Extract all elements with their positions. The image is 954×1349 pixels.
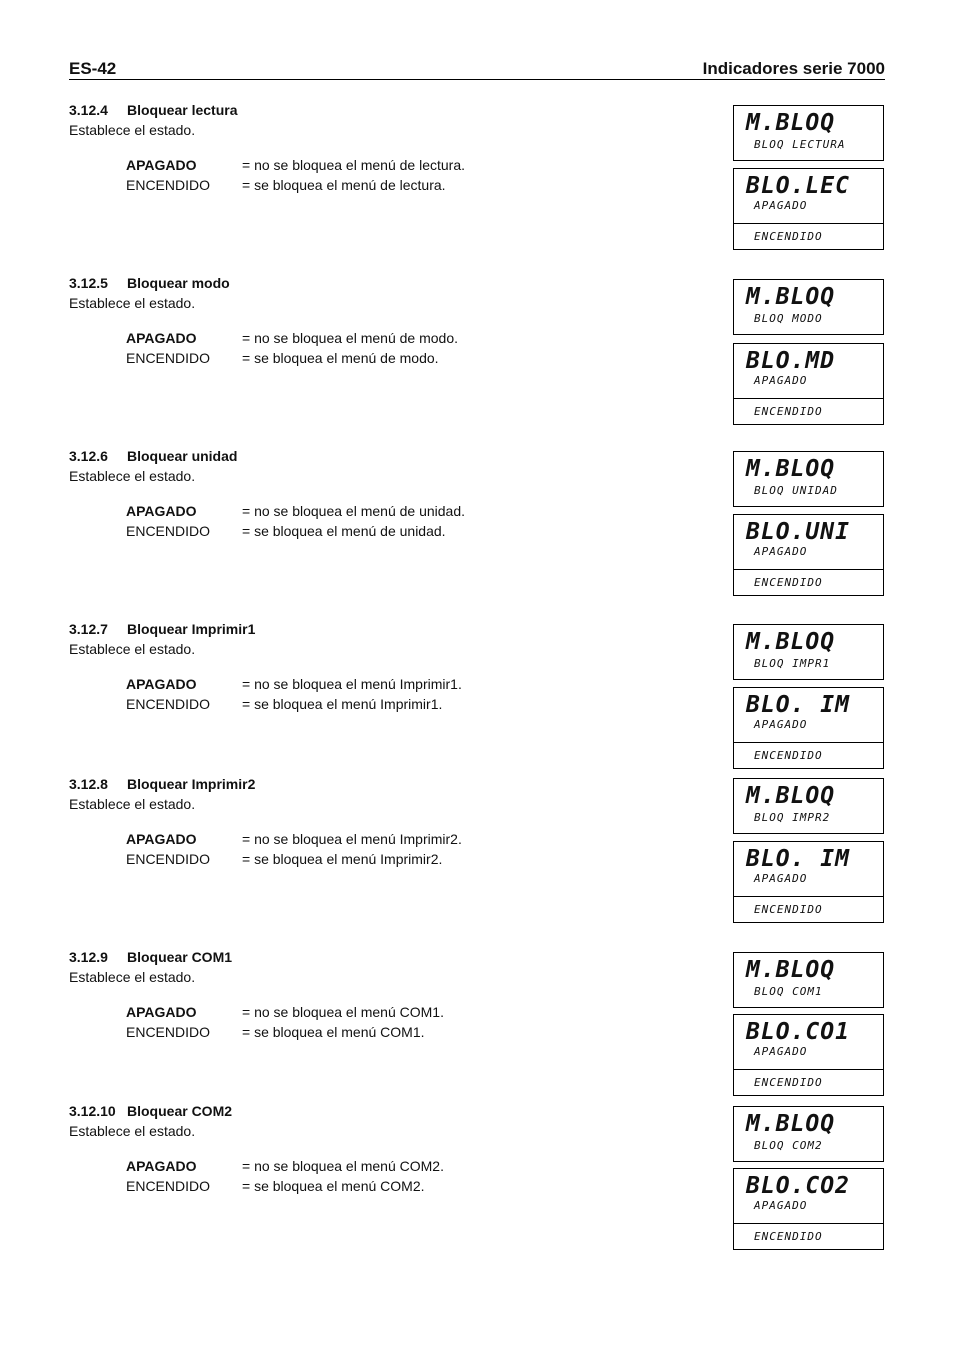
option-off: APAGADO = no se bloquea el menú Imprimir2. xyxy=(126,831,462,847)
option-off: APAGADO = no se bloquea el menú de unidad. xyxy=(126,503,466,519)
section-description: Establece el estado. xyxy=(69,969,196,985)
section-lock-reading xyxy=(69,102,709,197)
section-lock-mode xyxy=(69,275,709,370)
lcd-menu-display: M.BLOQ BLOQ COM1 xyxy=(733,952,884,1008)
section-lock-print2 xyxy=(69,776,709,871)
page-header xyxy=(69,58,885,80)
option-on: ENCENDIDO = se bloquea el menú Imprimir1. xyxy=(126,696,443,712)
lcd-option-display: BLO.CO1 APAGADO ENCENDIDO xyxy=(733,1014,884,1096)
lcd-menu-display: M.BLOQ BLOQ COM2 xyxy=(733,1106,884,1162)
lcd-menu-display: M.BLOQ BLOQ MODO xyxy=(733,279,884,335)
section-heading: 3.12.8 Bloquear Imprimir2 xyxy=(69,776,256,792)
section-lock-print1 xyxy=(69,621,709,716)
lcd-option-display: BLO.UNI APAGADO ENCENDIDO xyxy=(733,514,884,596)
option-on: ENCENDIDO = se bloquea el menú de unidad. xyxy=(126,523,446,539)
option-off: APAGADO = no se bloquea el menú COM2. xyxy=(126,1158,444,1174)
document-title: Indicadores serie 7000 xyxy=(702,59,885,78)
page-number: ES-42 xyxy=(69,59,117,78)
section-lock-unit xyxy=(69,448,709,543)
section-lock-com1 xyxy=(69,949,709,1044)
option-on: ENCENDIDO = se bloquea el menú Imprimir2. xyxy=(126,851,443,867)
lcd-option-display: BLO.CO2 APAGADO ENCENDIDO xyxy=(733,1168,884,1250)
lcd-menu-display: M.BLOQ BLOQ LECTURA xyxy=(733,105,884,161)
section-description: Establece el estado. xyxy=(69,641,196,657)
lcd-menu-display: M.BLOQ BLOQ IMPR2 xyxy=(733,778,884,834)
option-on: ENCENDIDO = se bloquea el menú COM2. xyxy=(126,1178,425,1194)
option-off: APAGADO = no se bloquea el menú COM1. xyxy=(126,1004,444,1020)
lcd-menu-display: M.BLOQ BLOQ UNIDAD xyxy=(733,451,884,507)
section-description: Establece el estado. xyxy=(69,295,196,311)
option-off: APAGADO = no se bloquea el menú Imprimir1. xyxy=(126,676,462,692)
section-heading: 3.12.6 Bloquear unidad xyxy=(69,448,238,464)
section-description: Establece el estado. xyxy=(69,1123,196,1139)
section-lock-com2 xyxy=(69,1103,709,1198)
section-description: Establece el estado. xyxy=(69,122,196,138)
lcd-option-display: BLO. IM APAGADO ENCENDIDO xyxy=(733,841,884,923)
lcd-option-display: BLO.MD APAGADO ENCENDIDO xyxy=(733,343,884,425)
option-off: APAGADO = no se bloquea el menú de modo. xyxy=(126,330,458,346)
section-description: Establece el estado. xyxy=(69,796,196,812)
lcd-option-display: BLO. IM APAGADO ENCENDIDO xyxy=(733,687,884,769)
option-on: ENCENDIDO = se bloquea el menú COM1. xyxy=(126,1024,425,1040)
lcd-menu-display: M.BLOQ BLOQ IMPR1 xyxy=(733,624,884,680)
option-on: ENCENDIDO = se bloquea el menú de lectura. xyxy=(126,177,446,193)
section-heading: 3.12.10 Bloquear COM2 xyxy=(69,1103,233,1119)
section-heading: 3.12.9 Bloquear COM1 xyxy=(69,949,233,965)
option-off: APAGADO = no se bloquea el menú de lectura. xyxy=(126,157,465,173)
lcd-option-display: BLO.LEC APAGADO ENCENDIDO xyxy=(733,168,884,250)
section-heading: 3.12.5 Bloquear modo xyxy=(69,275,230,291)
section-description: Establece el estado. xyxy=(69,468,196,484)
section-heading: 3.12.7 Bloquear Imprimir1 xyxy=(69,621,256,637)
option-on: ENCENDIDO = se bloquea el menú de modo. xyxy=(126,350,439,366)
section-heading: 3.12.4 Bloquear lectura xyxy=(69,102,238,118)
